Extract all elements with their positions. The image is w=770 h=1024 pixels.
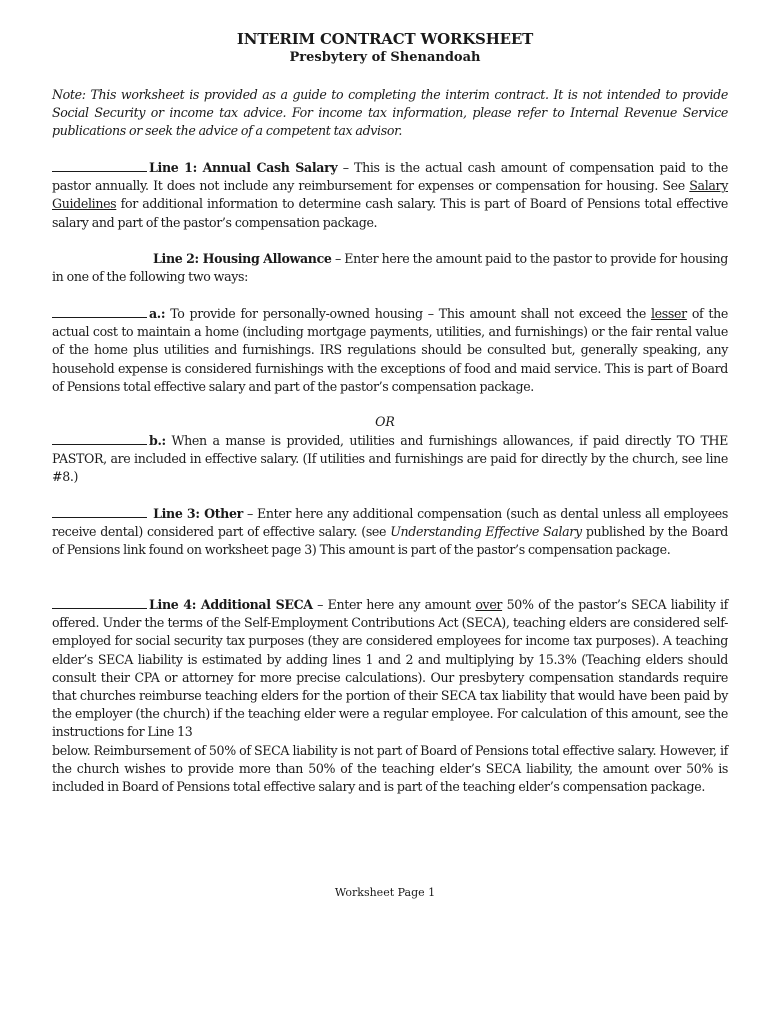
line4-text3: below. Reimbursement of 50% of SECA liability is not part of Board of Pensions total effective salary. However, if the church wishes to provide more than 50% of the teaching elder’s SECA liability, the amount over 50% is included in Board of Pensions total effective salary and is part of the teaching elder’s compensation package. bbox=[52, 742, 728, 795]
line3-label: Line 3: Other bbox=[153, 506, 243, 521]
line1-paragraph bbox=[52, 159, 728, 232]
note-paragraph: Note: This worksheet is provided as a guide to completing the interim contract. It is not intended to provide Social Security or income tax advice. For income tax information, please refer to Internal Revenue Service publications or seek the advice of a competent tax advisor. bbox=[52, 87, 728, 139]
line3-text1: – Enter here any additional compensation (such as dental unless all employees receive dental) considered part of effective salary. (see bbox=[52, 506, 729, 540]
line2a-blank[interactable] bbox=[52, 306, 147, 318]
line2-label: Line 2: Housing Allowance bbox=[153, 251, 332, 266]
line4-text1: – Enter here any amount bbox=[312, 597, 476, 612]
lesser-emph: lesser bbox=[651, 306, 687, 321]
line1-text-a: – This is the actual cash amount of compensation paid to the pastor annually. It does not include any reimbursement for expenses or compensation for housing. See bbox=[52, 160, 728, 194]
line4-blank[interactable] bbox=[52, 597, 147, 609]
line3-paragraph bbox=[52, 505, 728, 560]
line2-paragraph bbox=[52, 250, 728, 286]
page-footer: Worksheet Page 1 bbox=[334, 886, 436, 899]
line3-text2: published by the Board of Pensions link found on worksheet page 3) This amount is part of the pastor’s compensation package. bbox=[52, 524, 729, 558]
line2b-paragraph bbox=[52, 432, 728, 487]
line2a-text1: To provide for personally-owned housing – This amount shall not exceed the bbox=[165, 306, 651, 321]
line2a-label: a.: bbox=[149, 306, 166, 321]
line2b-blank[interactable] bbox=[52, 433, 147, 445]
line3-blank[interactable] bbox=[52, 506, 147, 518]
line4-text2: 50% of the pastor’s SECA liability if offered. Under the terms of the Self-Employment Contributions Act (SECA), teaching elders are considered self-employed for social security tax purposes (they are considered employees for income tax purposes). A teaching elder’s SECA liability is estimated by adding lines 1 and 2 and multiplying by 15.3% (Teaching elders should consult their CPA or attorney for more precise calculations). Our presbytery compensation standards require that churches reimburse teaching elders for the portion of their SECA tax liability that would have been paid by the employer (the church) if the teaching elder were a regular employee. For calculation of this amount, see the instructions for Line 13 bbox=[52, 597, 728, 740]
or-separator: OR bbox=[375, 414, 395, 429]
guidelines-link[interactable]: Guidelines bbox=[52, 196, 117, 212]
line2a-text2: of the actual cost to maintain a home (including mortgage payments, utilities, and furnishings) or the fair rental value of the home plus utilities and furnishings. IRS regulations should be consulted but, generally speaking, any household expense is considered furnishings with the exceptions of food and maid service. This is part of Board of Pensions total effective salary and part of the pastor’s compensation package. bbox=[52, 306, 728, 394]
effective-salary-title: Understanding Effective Salary bbox=[390, 524, 582, 540]
line2b-label: b.: bbox=[149, 433, 166, 448]
page-title: INTERIM CONTRACT WORKSHEET bbox=[236, 30, 534, 48]
line1-blank[interactable] bbox=[52, 160, 147, 172]
salary-link[interactable]: Salary bbox=[689, 178, 728, 194]
line4-label: Line 4: Additional SECA bbox=[149, 597, 313, 612]
line2-text: – Enter here the amount paid to the pastor to provide for housing in one of the following two ways: bbox=[52, 251, 729, 285]
line1-label: Line 1: Annual Cash Salary bbox=[149, 160, 338, 175]
over-emph: over bbox=[475, 597, 503, 612]
line1-text-b: for additional information to determine cash salary. This is part of Board of Pensions total effective salary and part of the pastor’s compensation package. bbox=[52, 196, 728, 230]
line2b-text: When a manse is provided, utilities and furnishings allowances, if paid directly TO THE PASTOR, are included in effective salary. (If utilities and furnishings are paid for directly by the church, see line #8.) bbox=[52, 433, 728, 485]
page-subtitle: Presbytery of Shenandoah bbox=[289, 50, 481, 65]
line2a-paragraph bbox=[52, 305, 728, 396]
line4-paragraph bbox=[52, 596, 728, 796]
